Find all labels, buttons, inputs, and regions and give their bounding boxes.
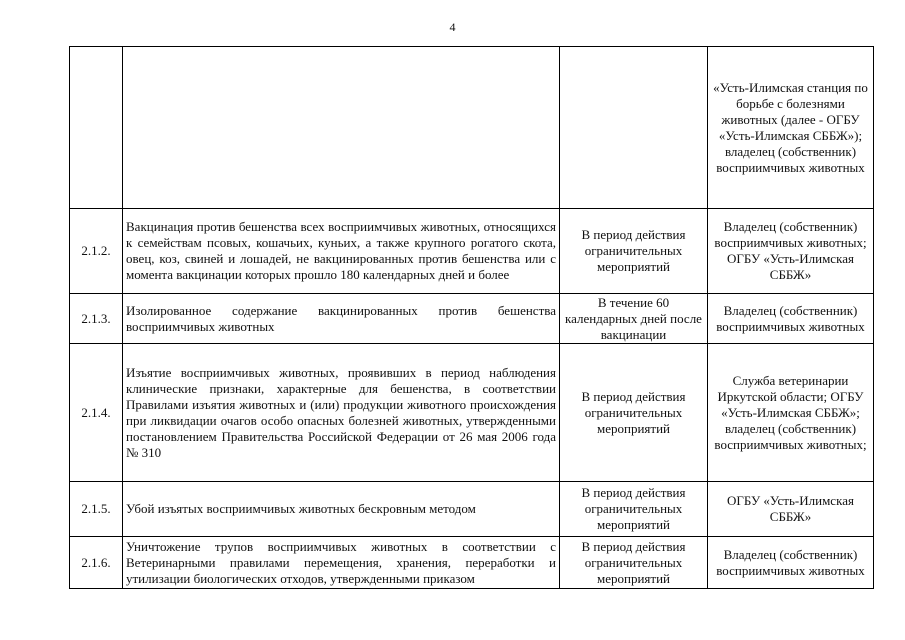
row-number: 2.1.6. [70, 537, 123, 589]
row-responsible: ОГБУ «Усть-Илимская СББЖ» [708, 482, 874, 537]
row-responsible: Служба ветеринарии Иркутской области; ОГБУ «Усть-Илимская СББЖ»; владелец (собственник) восприимчивых животных; [708, 344, 874, 482]
row-period: В течение 60 календарных дней после вакцинации [560, 294, 708, 344]
row-number: 2.1.3. [70, 294, 123, 344]
row-responsible: «Усть-Илимская станция по борьбе с болезнями животных (далее - ОГБУ «Усть-Илимская СББЖ»); владелец (собственник) восприимчивых животных [708, 47, 874, 209]
row-action: Уничтожение трупов восприимчивых животных в соответствии с Ветеринарными правилами перемещения, хранения, переработки и утилизации биологических отходов, утвержденными приказом [123, 537, 560, 589]
row-responsible: Владелец (собственник) восприимчивых животных [708, 537, 874, 589]
row-responsible: Владелец (собственник) восприимчивых животных [708, 294, 874, 344]
table-row [70, 482, 874, 537]
table-row [70, 344, 874, 482]
row-number: 2.1.4. [70, 344, 123, 482]
table-row [70, 294, 874, 344]
table-row [70, 47, 874, 209]
page-number: 4 [449, 20, 456, 34]
row-period: В период действия ограничительных мероприятий [560, 344, 708, 482]
row-action: Убой изъятых восприимчивых животных бескровным методом [123, 482, 560, 537]
row-period [560, 47, 708, 209]
row-action: Вакцинация против бешенства всех восприимчивых животных, относящихся к семействам псовых, кошачьих, куньих, а также крупного рогатого скота, овец, коз, свиней и лошадей, не вакцинированных против бешенства или с момента вакцинации которых прошло 180 календарных дней и более [123, 209, 560, 294]
measures-table [69, 46, 874, 589]
table-row [70, 209, 874, 294]
row-responsible: Владелец (собственник) восприимчивых животных; ОГБУ «Усть-Илимская СББЖ» [708, 209, 874, 294]
row-action: Изолированное содержание вакцинированных против бешенства восприимчивых животных [123, 294, 560, 344]
row-number: 2.1.5. [70, 482, 123, 537]
row-number: 2.1.2. [70, 209, 123, 294]
table-row [70, 537, 874, 589]
row-number [70, 47, 123, 209]
row-action [123, 47, 560, 209]
row-period: В период действия ограничительных мероприятий [560, 209, 708, 294]
row-period: В период действия ограничительных мероприятий [560, 482, 708, 537]
row-action: Изъятие восприимчивых животных, проявивших в период наблюдения клинические признаки, характерные для бешенства, в соответствии Правилами изъятия животных и (или) продукции животного происхождения при ликвидации очагов особо опасных болезней животных, утвержденными постановлением Правительства Российской Федерации от 26 мая 2006 года № 310 [123, 344, 560, 482]
row-period: В период действия ограничительных мероприятий [560, 537, 708, 589]
